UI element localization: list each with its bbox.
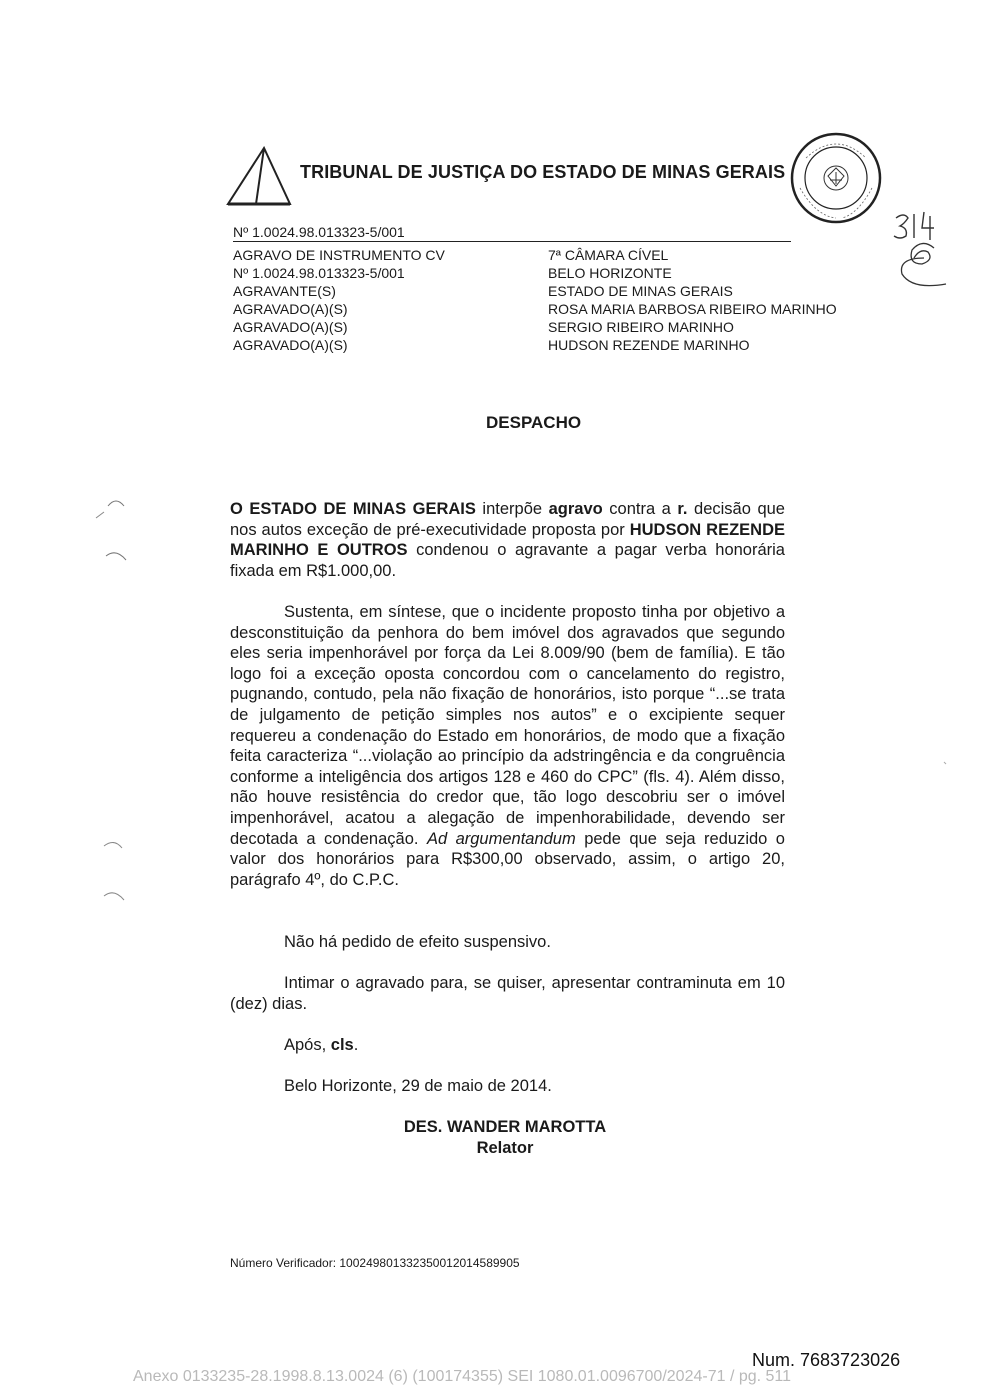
text: Sustenta, em síntese, que o incidente proposto tinha por objetivo a desconstituição da penhora do bem imóvel dos agravados que segundo eles seria impenhorável por força da Lei 8.009/90 (bem de família). E tão logo foi a exceção oposta concordou com o cancelamento do registro, pugnando, contudo, pela não fixação de honorários, isto porque “...se trata de julgamento de petição simples nos autos” e o excipiente sequer requereu a condenação do Estado em honorários, de modo que a fixação feita caracteriza “...violação ao princípio da adstringência e da congruência conforme a inteligência dos artigos 128 e 460 do CPC” (fls. 4). Além disso, não houve resistência do credor que, tão logo descobriu ser o imóvel impenhorável, acatou a alegação de impenhorabilidade, devendo ser decotada a condenação. xyxy=(230,603,785,848)
text: pede que seja reduzido o valor dos honorários para R$300,00 observado, assim, o artigo 20, parágrafo 4º, do C.P.C. xyxy=(230,829,785,889)
footer-stamp: Anexo 0133235-28.1998.8.13.0024 (6) (100174355) SEI 1080.01.0096700/2024-71 / pg. 511 xyxy=(133,1368,792,1385)
document-num: Num. 7683723026 xyxy=(752,1350,901,1370)
case-label: AGRAVADO(A)(S) xyxy=(233,319,348,335)
case-label: AGRAVO DE INSTRUMENTO CV xyxy=(233,247,445,263)
text: interpõe xyxy=(475,500,549,518)
text-bold: cls xyxy=(330,1036,354,1054)
paragraph-5 xyxy=(230,1035,785,1056)
paragraph-1 xyxy=(230,499,785,581)
case-value: ROSA MARIA BARBOSA RIBEIRO MARINHO xyxy=(548,301,837,317)
case-label: AGRAVADO(A)(S) xyxy=(233,337,348,353)
text-bold: agravo xyxy=(548,500,603,518)
text: Após, xyxy=(284,1036,331,1054)
case-value: BELO HORIZONTE xyxy=(548,265,672,281)
case-value: SERGIO RIBEIRO MARINHO xyxy=(548,319,734,335)
court-seal-icon xyxy=(786,128,886,228)
verifier-number: Número Verificador: 10024980133235001201458990​5 xyxy=(230,1256,520,1270)
paragraph-4: Intimar o agravado para, se quiser, apresentar contraminuta em 10 (dez) dias. xyxy=(230,974,785,1013)
text: condenou o agravante a pagar verba honorária fixada em R$1.000,00. xyxy=(230,541,785,580)
case-labels xyxy=(233,246,445,354)
document-title: DESPACHO xyxy=(486,413,582,432)
case-label: Nº 1.0024.98.013323-5/001 xyxy=(233,265,405,281)
process-number: Nº 1.0024.98.013323-5/001 xyxy=(233,224,405,240)
paragraph-3: Não há pedido de efeito suspensivo. xyxy=(284,933,551,951)
text: . xyxy=(353,1036,359,1054)
handwritten-page-number xyxy=(888,208,958,298)
case-label: AGRAVANTE(S) xyxy=(233,283,336,299)
case-value: 7ª CÂMARA CÍVEL xyxy=(548,247,669,263)
signature-block xyxy=(390,1117,620,1159)
header-divider xyxy=(233,241,791,242)
court-title: TRIBUNAL DE JUSTIÇA DO ESTADO DE MINAS GERAIS xyxy=(300,162,786,182)
text: contra a xyxy=(602,500,678,518)
text-bold: HUDSON REZENDE MARINHO E OUTROS xyxy=(230,520,785,560)
text-bold: r. xyxy=(677,500,688,518)
case-values xyxy=(548,246,837,354)
paragraph-date: Belo Horizonte, 29 de maio de 2014. xyxy=(284,1077,552,1095)
case-value: ESTADO DE MINAS GERAIS xyxy=(548,283,733,299)
case-label: AGRAVADO(A)(S) xyxy=(233,301,348,317)
case-value: HUDSON REZENDE MARINHO xyxy=(548,337,750,353)
text-italic: Ad argumentandum xyxy=(426,829,576,848)
court-logo-icon xyxy=(222,146,292,210)
text: decisão que nos autos exceção de pré-executividade proposta por xyxy=(230,500,785,539)
signer-name: DES. WANDER MAROTTA xyxy=(403,1118,607,1136)
signer-role: Relator xyxy=(476,1139,534,1157)
text-bold: O ESTADO DE MINAS GERAIS xyxy=(230,500,476,518)
paragraph-2 xyxy=(230,602,785,890)
